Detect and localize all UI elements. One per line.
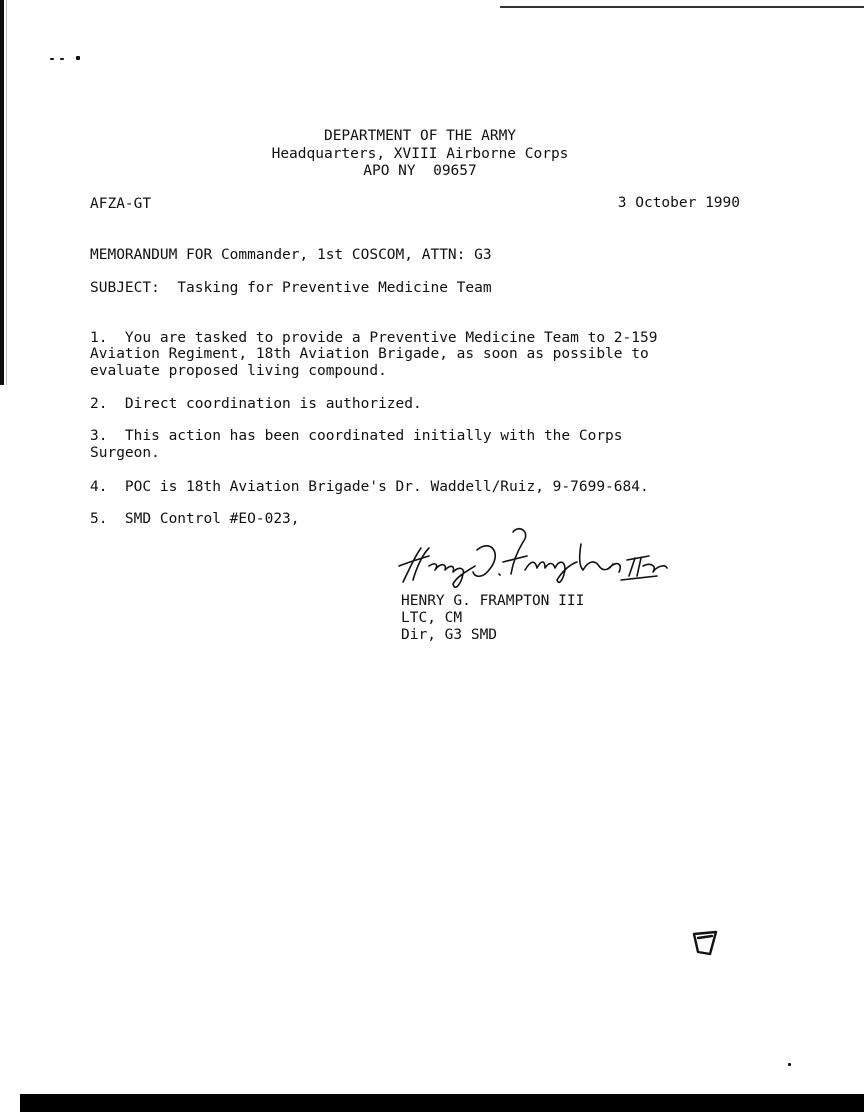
paragraph-2: 2. Direct coordination is authorized. — [90, 396, 422, 412]
paragraph-4: 4. POC is 18th Aviation Brigade's Dr. Waddell/Ruiz, 9-7699-684. — [90, 479, 649, 495]
handwritten-mark — [690, 928, 720, 958]
paragraph-1-line-2: Aviation Regiment, 18th Aviation Brigade, as soon as possible to — [90, 346, 649, 362]
signer-rank: LTC, CM — [401, 610, 463, 626]
scan-speck — [60, 58, 64, 60]
letterhead-apo: APO NY 09657 — [363, 163, 477, 179]
signer-name: HENRY G. FRAMPTON III — [401, 593, 585, 609]
scan-edge-left — [0, 0, 4, 385]
handwritten-signature — [395, 526, 685, 588]
letterhead-department: DEPARTMENT OF THE ARMY — [323, 128, 517, 144]
memorandum-for: MEMORANDUM FOR Commander, 1st COSCOM, ATTN: G3 — [90, 247, 492, 263]
paragraph-1-line-1: 1. You are tasked to provide a Preventive Medicine Team to 2-159 — [90, 330, 658, 346]
signer-title: Dir, G3 SMD — [401, 627, 498, 643]
scan-speck — [50, 58, 54, 60]
memo-date: 3 October 1990 — [617, 195, 740, 211]
paragraph-5: 5. SMD Control #EO-023, — [90, 511, 300, 527]
scan-edge-bottom — [20, 1094, 864, 1112]
scan-edge-top — [500, 6, 864, 8]
scan-speck — [788, 1063, 791, 1066]
memo-subject: SUBJECT: Tasking for Preventive Medicine Team — [90, 280, 492, 296]
paragraph-3-line-1: 3. This action has been coordinated initially with the Corps — [90, 428, 623, 444]
scan-speck — [76, 56, 80, 60]
letterhead-headquarters: Headquarters, XVIII Airborne Corps — [271, 146, 569, 162]
office-symbol: AFZA-GT — [90, 196, 152, 212]
paragraph-3-line-2: Surgeon. — [90, 445, 160, 461]
scan-edge-left-thin — [6, 0, 7, 385]
paragraph-1-line-3: evaluate proposed living compound. — [90, 363, 387, 379]
